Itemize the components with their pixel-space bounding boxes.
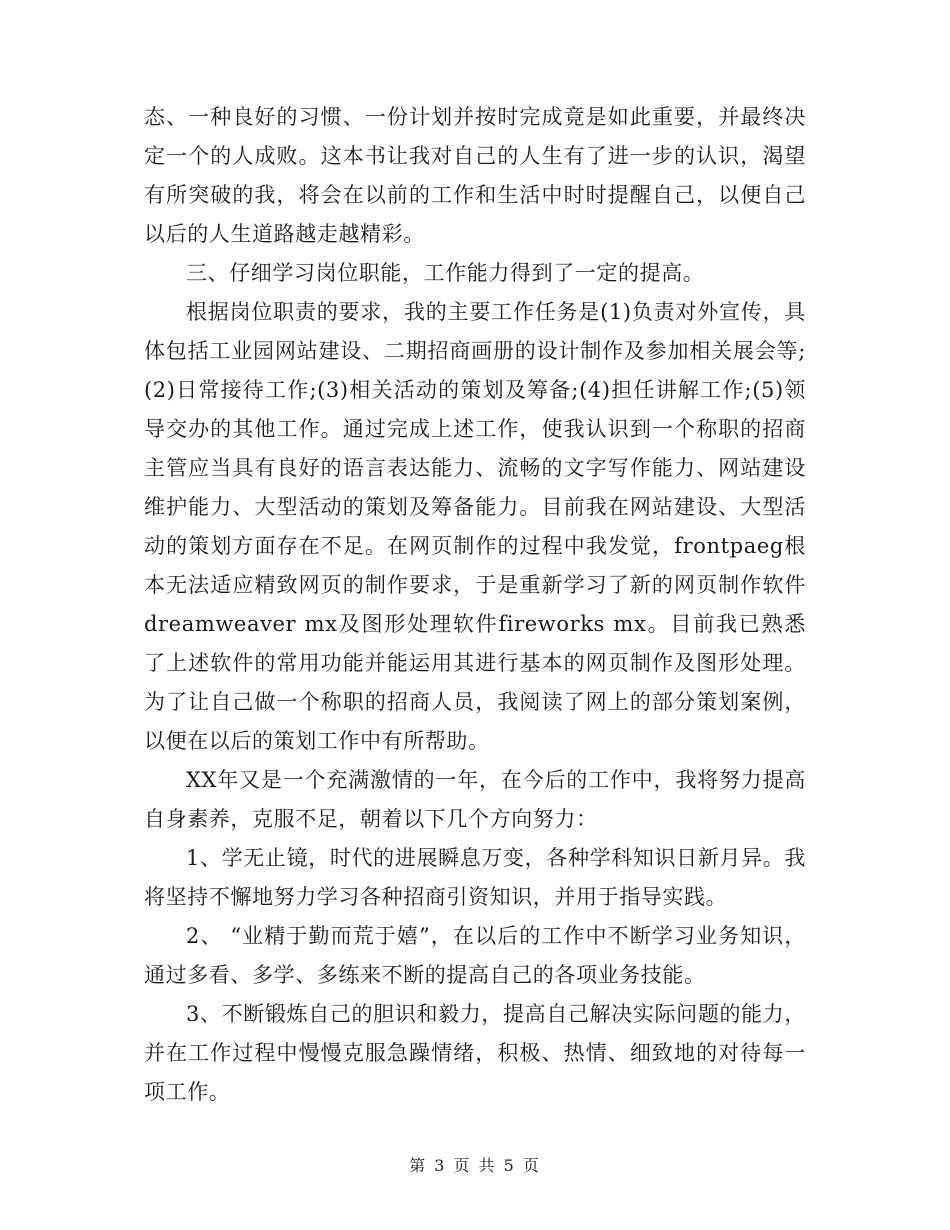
paragraph-continuation: 态、一种良好的习惯、一份计划并按时完成竟是如此重要，并最终决定一个的人成败。这本书让我对自己的人生有了进一步的认识，渴望有所突破的我，将会在以前的工作和生活中时时提醒自己，以便自己以后的人生道路越走越精彩。 — [144, 105, 806, 246]
list-item-2: 2、 “业精于勤而荒于嬉”，在以后的工作中不断学习业务知识，通过多看、多学、多练来不断的提高自己的各项业务技能。 — [144, 924, 806, 987]
paragraph-outlook: XX年又是一个充满激情的一年，在今后的工作中，我将努力提高自身素养，克服不足，朝着以下几个方向努力： — [144, 768, 806, 831]
list-item-1: 1、学无止镜，时代的进展瞬息万变，各种学科知识日新月异。我将坚持不懈地努力学习各种招商引资知识，并用于指导实践。 — [144, 846, 806, 909]
document-body — [144, 98, 806, 1112]
section-heading-3: 三、仔细学习岗位职能，工作能力得到了一定的提高。 — [186, 261, 705, 285]
page-footer: 第 3 页 共 5 页 — [409, 1156, 541, 1175]
list-item-3: 3、不断锻炼自己的胆识和毅力，提高自己解决实际问题的能力，并在工作过程中慢慢克服急躁情绪，积极、热情、细致地的对待每一项工作。 — [144, 1002, 806, 1104]
paragraph-job-duties: 根据岗位职责的要求，我的主要工作任务是(1)负责对外宣传，具体包括工业园网站建设、二期招商画册的设计制作及参加相关展会等;(2)日常接待工作;(3)相关活动的策划及筹备;(4)担任讲解工作;(5)领导交办的其他工作。通过完成上述工作，使我认识到一个称职的招商主管应当具有良好的语言表达能力、流畅的文字写作能力、网站建设维护能力、大型活动的策划及筹备能力。目前我在网站建设、大型活动的策划方面存在不足。在网页制作的过程中我发觉，frontpaeg根本无法适应精致网页的制作要求，于是重新学习了新的网页制作软件dreamweaver mx及图形处理软件fireworks mx。目前我已熟悉了上述软件的常用功能并能运用其进行基本的网页制作及图形处理。为了让自己做一个称职的招商人员，我阅读了网上的部分策划案例，以便在以后的策划工作中有所帮助。 — [144, 300, 806, 753]
